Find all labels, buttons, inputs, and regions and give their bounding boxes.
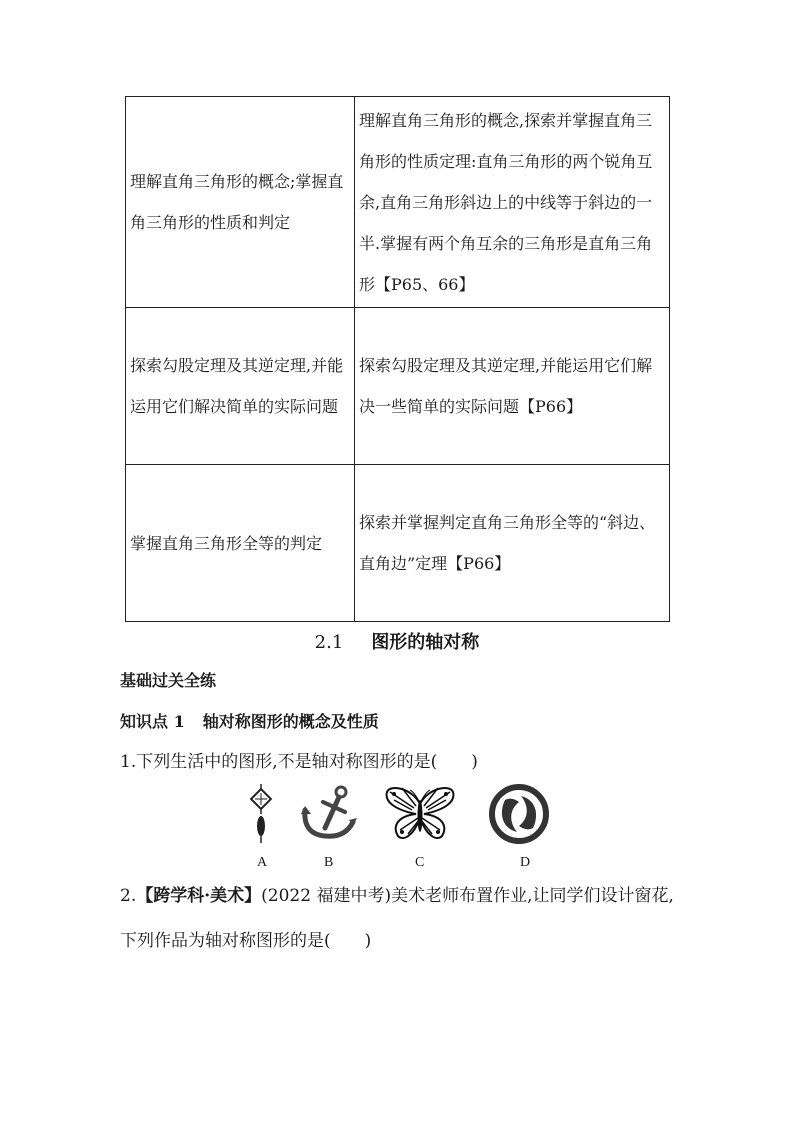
content-cell: 理解直角三角形的概念,探索并掌握直角三角形的性质定理:直角三角形的两个锐角互余,直角三角形斜边上的中线等于斜边的一半.掌握有两个角互余的三角形是直角三角形【P65、66】 [355,97,670,308]
table-row [126,308,670,465]
option-b-label: B [324,855,334,870]
table-row [126,465,670,622]
question-2-number: 2. [120,886,137,906]
section-name: 图形的轴对称 [371,632,480,653]
question-2-tag: 【跨学科·美术】 [136,886,262,906]
logo-circle-icon [483,784,555,844]
option-d-label: D [520,855,531,870]
requirement-cell: 探索勾股定理及其逆定理,并能运用它们解决简单的实际问题 [126,308,355,465]
practice-heading: 基础过关全练 [120,671,217,690]
content-cell: 探索并掌握判定直角三角形全等的“斜边、直角边”定理【P66】 [355,465,670,622]
option-a-label: A [257,855,268,870]
anchor-icon [293,784,365,844]
requirement-cell: 掌握直角三角形全等的判定 [126,465,355,622]
standards-table [125,96,670,622]
question-2-text: (2022 福建中考)美术老师布置作业,让同学们设计窗花,下列作品为轴对称图形的是( ) [120,886,674,951]
section-title [0,628,794,654]
option-c-label: C [415,855,425,870]
requirement-cell: 理解直角三角形的概念;掌握直角三角形的性质和判定 [126,97,355,308]
knowledge-point-title: 轴对称图形的概念及性质 [202,712,379,731]
pendant-icon [225,784,297,844]
content-cell: 探索勾股定理及其逆定理,并能运用它们解决一些简单的实际问题【P66】 [355,308,670,465]
knowledge-point-heading [120,709,379,732]
butterfly-icon [384,784,456,844]
section-number: 2.1 [314,632,344,653]
knowledge-point-label: 知识点 1 [120,712,185,731]
question-1: 1.下列生活中的图形,不是轴对称图形的是( ) [120,752,478,772]
question-2 [120,874,680,964]
table-row [126,97,670,308]
